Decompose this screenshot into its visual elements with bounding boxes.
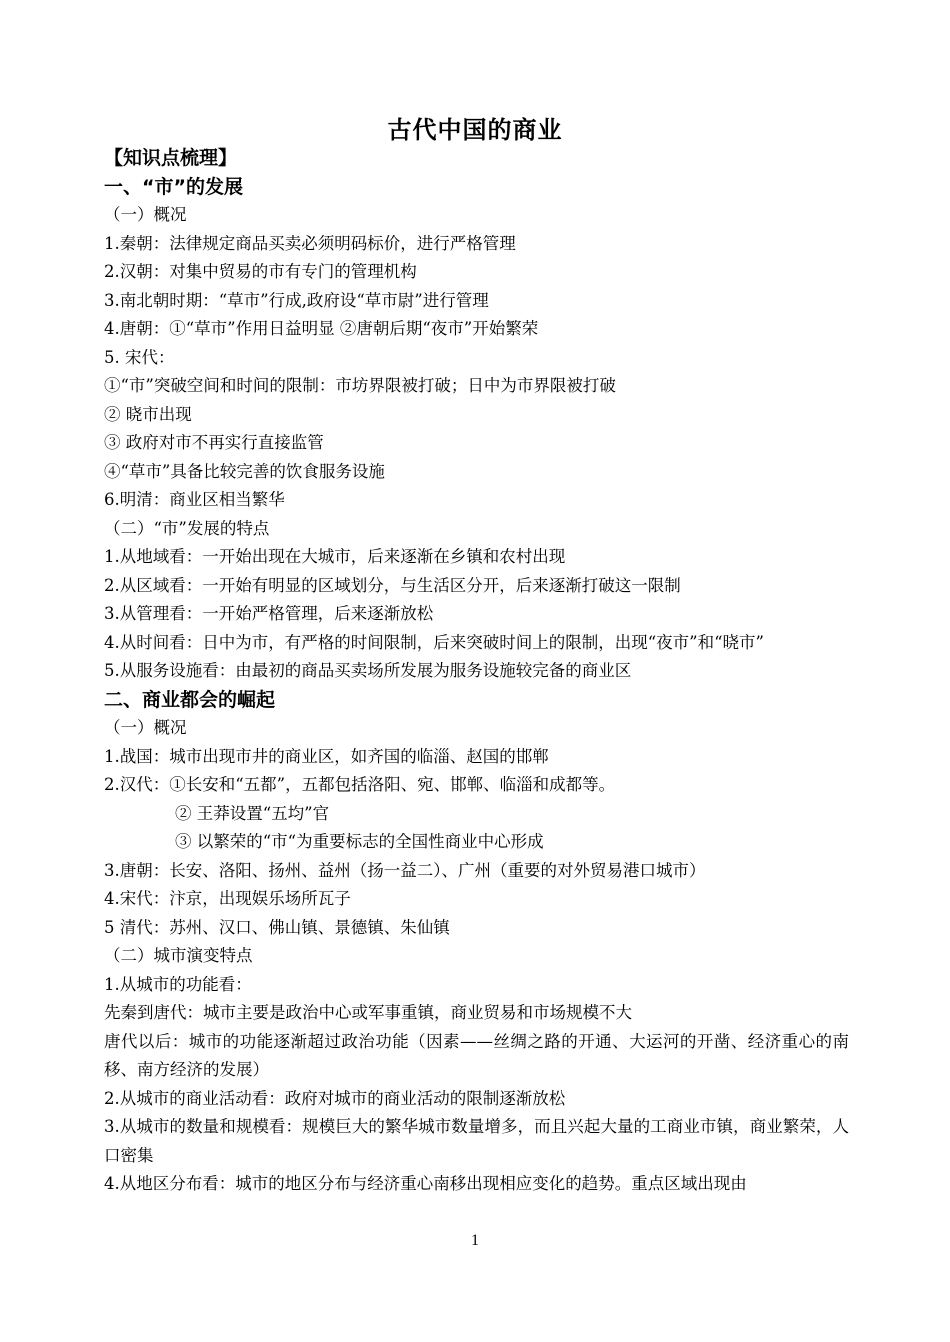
- text-line: 唐代以后：城市的功能逐渐超过政治功能（因素——丝绸之路的开通、大运河的开凿、经济重心的南移、南方经济的发展）: [104, 1031, 849, 1079]
- text-line: （一）概况: [104, 205, 187, 224]
- text-line: 4.从时间看：日中为市，有严格的时间限制，后来突破时间上的限制，出现“夜市”和“晓市”: [104, 632, 764, 652]
- text-line: （二）城市演变特点: [104, 946, 253, 965]
- text-line: 1.从城市的功能看：: [104, 974, 252, 994]
- text-line: 4.唐朝：①“草市”作用日益明显 ②唐朝后期“夜市”开始繁荣: [104, 319, 539, 338]
- text-line: 5.从服务设施看：由最初的商品买卖场所发展为服务设施较完备的商业区: [104, 661, 632, 680]
- text-line: （二）“市”发展的特点: [104, 518, 270, 538]
- text-line: （一）概况: [104, 718, 187, 737]
- text-line: 5 清代：苏州、汉口、佛山镇、景德镇、朱仙镇: [104, 917, 450, 937]
- text-line: 1.秦朝：法律规定商品买卖必须明码标价，进行严格管理: [104, 233, 516, 253]
- text-line: 5. 宋代：: [104, 347, 175, 367]
- text-line: 3.南北朝时期：“草市”行成,政府设“草市尉”进行管理: [104, 290, 489, 310]
- text-line: 4.宋代：汴京，出现娱乐场所瓦子: [104, 889, 351, 908]
- text-line: 4.从地区分布看：城市的地区分布与经济重心南移出现相应变化的趋势。重点区域出现由: [104, 1174, 747, 1193]
- text-line: 先秦到唐代：城市主要是政治中心或军事重镇，商业贸易和市场规模不大: [104, 1003, 632, 1022]
- text-line: 3.从城市的数量和规模看：规模巨大的繁华城市数量增多，而且兴起大量的工商业市镇，商业繁荣，人口密集: [104, 1117, 849, 1165]
- text-line: ③ 以繁荣的“市“为重要标志的全国性商业中心形成: [175, 832, 544, 851]
- text-line: 6.明清：商业区相当繁华: [104, 490, 285, 509]
- text-line: 2.从城市的商业活动看：政府对城市的商业活动的限制逐渐放松: [104, 1088, 566, 1108]
- text-line: 1.从地域看：一开始出现在大城市，后来逐渐在乡镇和农村出现: [104, 547, 566, 566]
- page-number: 1: [471, 1232, 479, 1249]
- text-line: ④“草市”具备比较完善的饮食服务设施: [104, 461, 385, 481]
- document-title: 古代中国的商业: [387, 116, 563, 144]
- text-line: 2.从区域看：一开始有明显的区域划分，与生活区分开，后来逐渐打破这一限制: [104, 575, 681, 595]
- text-line: ② 晓市出现: [104, 404, 192, 424]
- text-line: 3.唐朝：长安、洛阳、扬州、益州（扬一益二）、广州（重要的对外贸易港口城市）: [104, 860, 706, 880]
- document-body: [104, 144, 849, 1199]
- text-line: 2.汉朝：对集中贸易的市有专门的管理机构: [104, 262, 417, 281]
- text-line: ② 王莽设置“五均”官: [175, 803, 330, 823]
- text-line: 3.从管理看：一开始严格管理，后来逐渐放松: [104, 604, 434, 623]
- text-line: 1.战国：城市出现市井的商业区，如齐国的临淄、赵国的邯郸: [104, 746, 549, 766]
- text-line: 2.汉代：①长安和“五都”，五都包括洛阳、宛、邯郸、临淄和成都等。: [104, 775, 616, 794]
- section-heading: 【知识点梳理】: [104, 147, 238, 169]
- section-heading: 一、“市”的发展: [104, 175, 243, 198]
- text-line: ③ 政府对市不再实行直接监管: [104, 433, 324, 452]
- text-line: ①“市”突破空间和时间的限制：市坊界限被打破；日中为市界限被打破: [104, 376, 616, 395]
- section-heading: 二、商业都会的崛起: [104, 688, 276, 711]
